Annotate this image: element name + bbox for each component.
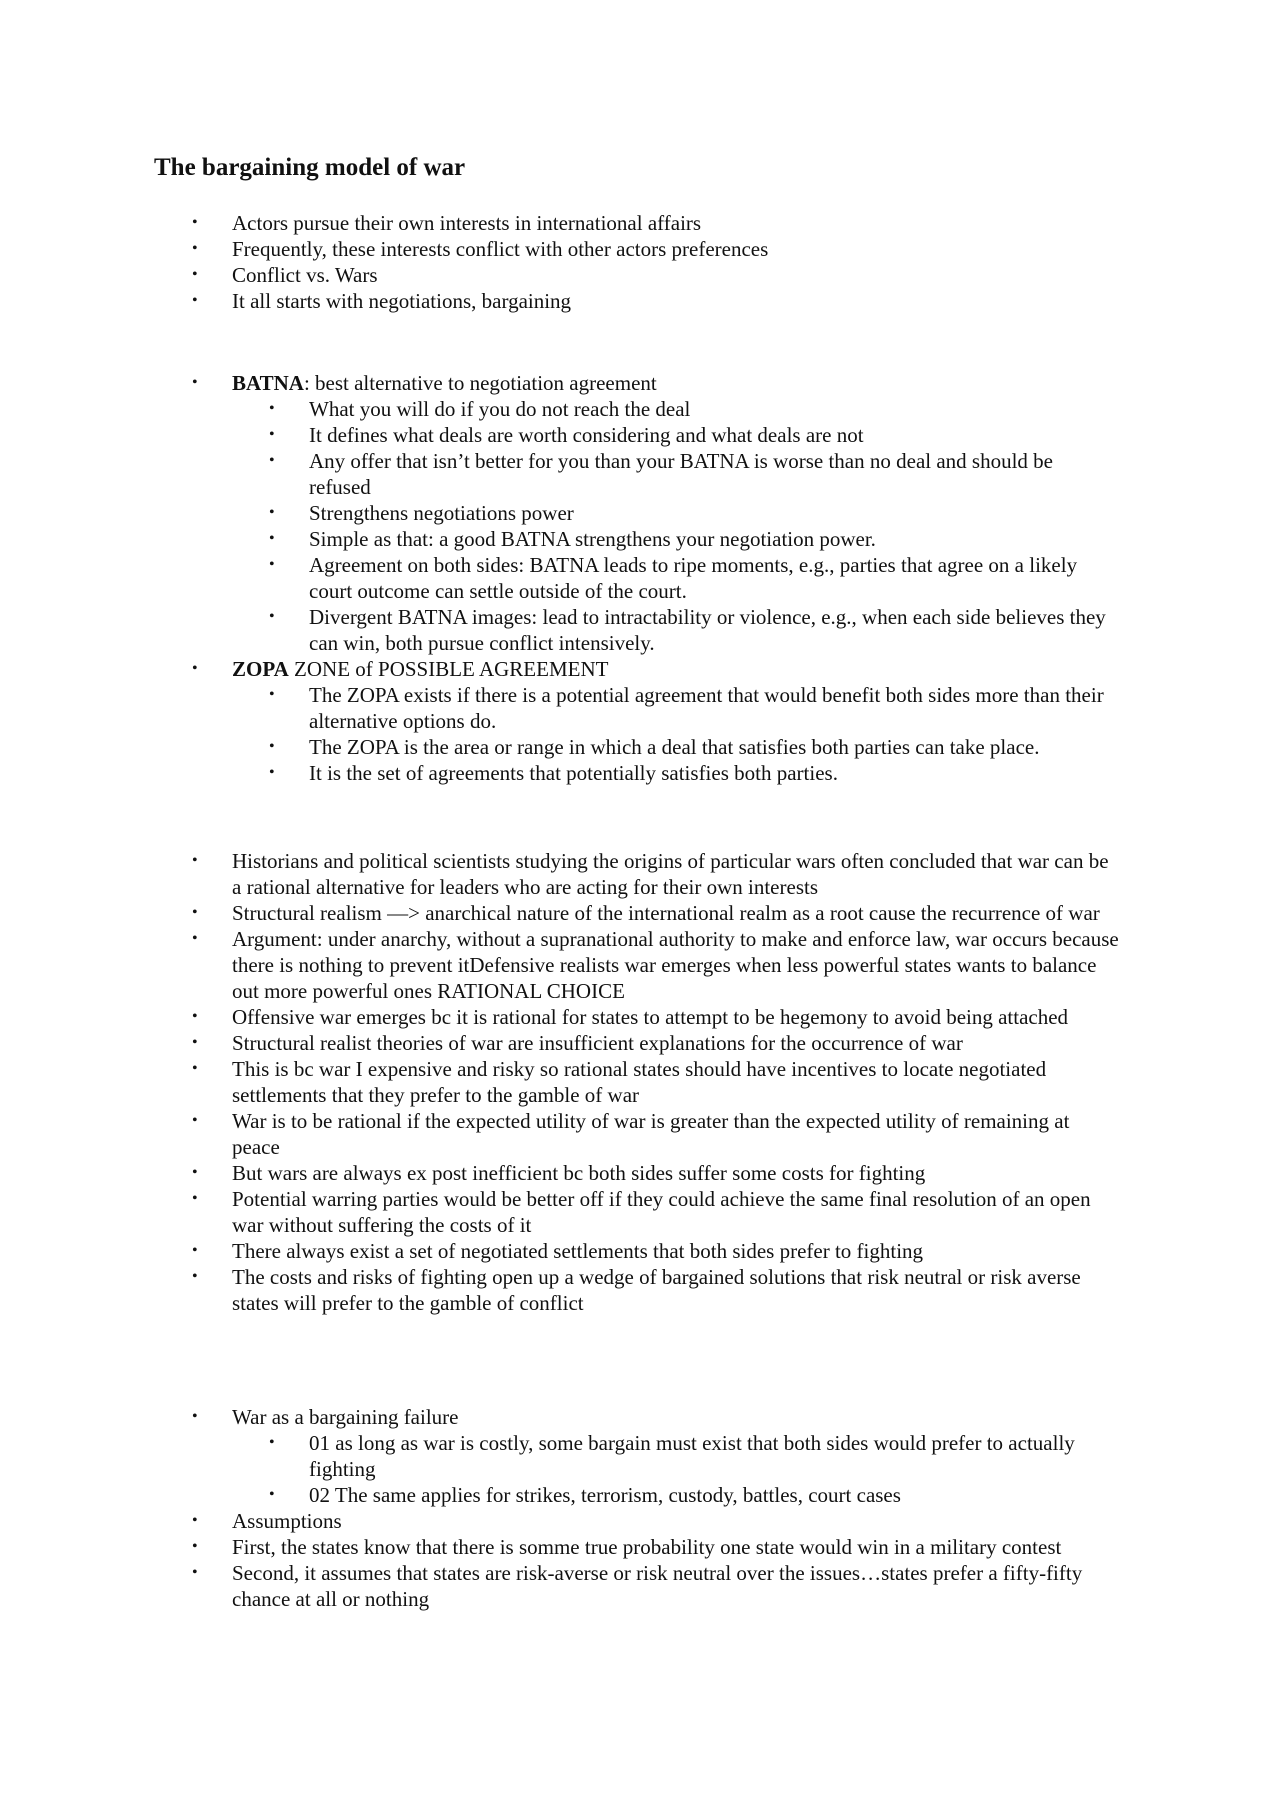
list-item: • First, the states know that there is somme true probability one state would win in a military contest: [0, 1534, 1280, 1560]
list-item: • Structural realism —> anarchical nature of the international realm as a root cause the recurrence of war: [0, 900, 1280, 926]
zopa-item: [0, 656, 1280, 786]
list-item: • Conflict vs. Wars: [0, 262, 1280, 288]
intro-list: [0, 210, 1280, 314]
batna-sublist: [232, 396, 1120, 656]
sub-list-item: • 01 as long as war is costly, some bargain must exist that both sides would prefer to actually fighting: [309, 1430, 1120, 1482]
theory-list: [0, 848, 1280, 1316]
sub-list-item: • The ZOPA is the area or range in which a deal that satisfies both parties can take place.: [309, 734, 1120, 760]
list-item: • Structural realist theories of war are insufficient explanations for the occurrence of war: [0, 1030, 1280, 1056]
list-item: • It all starts with negotiations, bargaining: [0, 288, 1280, 314]
page-title: The bargaining model of war: [154, 154, 466, 181]
zopa-term: ZOPA: [232, 657, 289, 681]
sub-list-item: • It is the set of agreements that potentially satisfies both parties.: [309, 760, 1120, 786]
concepts-list: [0, 370, 1280, 786]
list-item: • There always exist a set of negotiated settlements that both sides prefer to fighting: [0, 1238, 1280, 1264]
sub-list-item: • 02 The same applies for strikes, terrorism, custody, battles, court cases: [309, 1482, 1120, 1508]
batna-term: BATNA: [232, 371, 304, 395]
list-item: • Second, it assumes that states are risk-averse or risk neutral over the issues…states prefer a fifty-fifty chance at all or nothing: [0, 1560, 1280, 1612]
failure-heading: War as a bargaining failure: [232, 1405, 459, 1429]
sub-list-item: • What you will do if you do not reach the deal: [309, 396, 1120, 422]
list-item: • Actors pursue their own interests in international affairs: [0, 210, 1280, 236]
list-item: • Potential warring parties would be better off if they could achieve the same final resolution of an open war without suffering the costs of it: [0, 1186, 1280, 1238]
failure-list: [0, 1404, 1280, 1612]
sub-list-item: • The ZOPA exists if there is a potential agreement that would benefit both sides more than their alternative options do.: [309, 682, 1120, 734]
sub-list-item: • Strengthens negotiations power: [309, 500, 1120, 526]
list-item: • Frequently, these interests conflict with other actors preferences: [0, 236, 1280, 262]
list-item: • Assumptions: [0, 1508, 1280, 1534]
batna-definition: : best alternative to negotiation agreement: [303, 371, 657, 395]
zopa-definition: ZONE of POSSIBLE AGREEMENT: [288, 657, 609, 681]
batna-item: [0, 370, 1280, 656]
list-item: • Historians and political scientists studying the origins of particular wars often concluded that war can be a rational alternative for leaders who are acting for their own interests: [0, 848, 1280, 900]
list-item: • The costs and risks of fighting open up a wedge of bargained solutions that risk neutral or risk averse states will prefer to the gamble of conflict: [0, 1264, 1280, 1316]
sub-list-item: • Divergent BATNA images: lead to intractability or violence, e.g., when each side believes they can win, both pursue conflict intensively.: [309, 604, 1120, 656]
failure-item: [0, 1404, 1280, 1508]
list-item: • This is bc war I expensive and risky so rational states should have incentives to locate negotiated settlements that they prefer to the gamble of war: [0, 1056, 1280, 1108]
sub-list-item: • Agreement on both sides: BATNA leads to ripe moments, e.g., parties that agree on a likely court outcome can settle outside of the court.: [309, 552, 1120, 604]
failure-sublist: [232, 1430, 1120, 1508]
sub-list-item: • Simple as that: a good BATNA strengthens your negotiation power.: [309, 526, 1120, 552]
sub-list-item: • Any offer that isn’t better for you than your BATNA is worse than no deal and should be refused: [309, 448, 1120, 500]
list-item: • But wars are always ex post inefficient bc both sides suffer some costs for fighting: [0, 1160, 1280, 1186]
zopa-sublist: [232, 682, 1120, 786]
list-item: • War is to be rational if the expected utility of war is greater than the expected utility of remaining at peace: [0, 1108, 1280, 1160]
sub-list-item: • It defines what deals are worth considering and what deals are not: [309, 422, 1120, 448]
list-item: • Offensive war emerges bc it is rational for states to attempt to be hegemony to avoid being attached: [0, 1004, 1280, 1030]
list-item: • Argument: under anarchy, without a supranational authority to make and enforce law, war occurs because there is nothing to prevent itDefensive realists war emerges when less powerful states wants to balance out more powerful ones RATIONAL CHOICE: [0, 926, 1280, 1004]
